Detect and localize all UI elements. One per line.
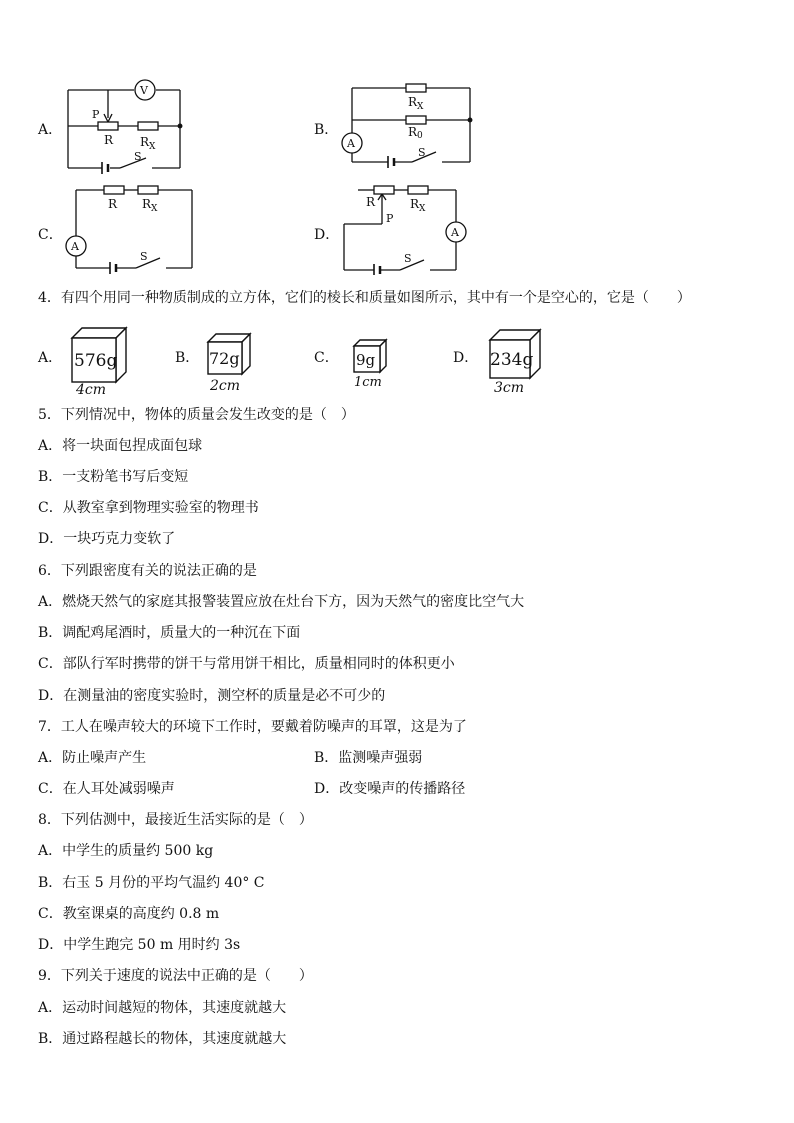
question-5-option-c: C．从教室拿到物理实验室的物理书 xyxy=(38,500,259,516)
question-7-stem: 7．工人在噪声较大的环境下工作时，要戴着防噪声的耳罩，这是为了 xyxy=(38,719,467,735)
question-9-option-b: B．通过路程越长的物体，其速度就越大 xyxy=(38,1031,287,1047)
option-b-label: B． xyxy=(314,122,339,138)
switch-label: S xyxy=(418,146,426,159)
cube-b-label: B． xyxy=(175,350,200,366)
resistor-r-label: R xyxy=(104,133,114,147)
pointer-label: P xyxy=(386,212,394,225)
cube-a-edge: 4cm xyxy=(76,382,107,396)
option-c-label: C． xyxy=(38,227,63,243)
question-6-option-d: D．在测量油的密度实验时，测空杯的质量是必不可少的 xyxy=(38,688,386,704)
switch-label: S xyxy=(404,252,412,265)
question-5-option-a: A．将一块面包捏成面包球 xyxy=(38,438,203,454)
question-5-option-b: B．一支粉笔书写后变短 xyxy=(38,469,189,485)
circuit-b-diagram xyxy=(338,78,478,173)
ammeter-symbol: A xyxy=(71,240,79,253)
option-d-label: D． xyxy=(314,227,340,243)
resistor-r-label: R xyxy=(366,195,376,209)
question-9-stem: 9．下列关于速度的说法中正确的是（ ） xyxy=(38,968,313,984)
switch-label: S xyxy=(140,250,148,263)
cube-a-figure xyxy=(68,324,132,396)
question-8-stem: 8．下列估测中，最接近生活实际的是（ ） xyxy=(38,812,313,828)
cube-d-figure xyxy=(486,326,546,396)
cube-d-label: D． xyxy=(453,350,479,366)
circuit-a-diagram xyxy=(60,78,190,178)
cube-d-mass: 234g xyxy=(490,350,534,370)
question-7-option-a: A．防止噪声产生 xyxy=(38,750,147,766)
voltmeter-symbol: V xyxy=(140,84,148,97)
pointer-label: P xyxy=(92,108,100,121)
r0-label: R0 xyxy=(408,125,423,141)
circuit-d-diagram xyxy=(338,180,478,275)
question-7-option-c: C．在人耳处减弱噪声 xyxy=(38,781,175,797)
switch-label: S xyxy=(134,150,142,163)
question-6-option-c: C．部队行军时携带的饼干与常用饼干相比，质量相同时的体积更小 xyxy=(38,656,455,672)
question-7-option-d: D．改变噪声的传播路径 xyxy=(314,781,466,797)
question-8-option-d: D．中学生跑完 50 m 用时约 3s xyxy=(38,937,241,953)
question-5-option-d: D．一块巧克力变软了 xyxy=(38,531,176,547)
cube-c-label: C． xyxy=(314,350,339,366)
question-4-stem: 4．有四个用同一种物质制成的立方体，它们的棱长和质量如图所示，其中有一个是空心的，它是（ ） xyxy=(38,290,691,306)
rx-label: $R_X$ xyxy=(408,95,424,112)
question-9-option-a: A．运动时间越短的物体，其速度就越大 xyxy=(38,1000,287,1016)
resistor-r-label: R xyxy=(108,197,118,211)
question-6-option-b: B．调配鸡尾酒时，质量大的一种沉在下面 xyxy=(38,625,301,641)
question-6-option-a: A．燃烧天然气的家庭其报警装置应放在灶台下方，因为天然气的密度比空气大 xyxy=(38,594,525,610)
cube-a-label: A． xyxy=(38,350,63,366)
question-8-option-c: C．教室课桌的高度约 0.8 m xyxy=(38,906,220,922)
question-6-stem: 6．下列跟密度有关的说法正确的是 xyxy=(38,563,257,579)
question-5-stem: 5．下列情况中，物体的质量会发生改变的是（ ） xyxy=(38,407,355,423)
question-7-option-b: B．监测噪声强弱 xyxy=(314,750,423,766)
cube-c-edge: 1cm xyxy=(354,375,382,390)
resistor-rx-label: $R_X$ xyxy=(140,135,156,152)
question-8-option-a: A．中学生的质量约 500 kg xyxy=(38,843,214,859)
rx-label: $R_X$ xyxy=(142,197,158,214)
cube-b-mass: 72g xyxy=(209,349,240,368)
cube-b-figure xyxy=(204,330,258,396)
cube-d-edge: 3cm xyxy=(494,380,525,396)
cube-b-edge: 2cm xyxy=(210,378,241,394)
cube-a-mass: 576g xyxy=(74,351,118,371)
question-8-option-b: B．右玉 5 月份的平均气温约 40° C xyxy=(38,875,265,891)
cube-c-figure xyxy=(350,336,394,390)
cube-c-mass: 9g xyxy=(356,351,376,369)
option-a-label: A． xyxy=(38,122,63,138)
ammeter-symbol: A xyxy=(347,137,355,150)
circuit-c-diagram xyxy=(60,180,200,275)
ammeter-symbol: A xyxy=(451,226,459,239)
rx-label: $R_X$ xyxy=(410,197,426,214)
